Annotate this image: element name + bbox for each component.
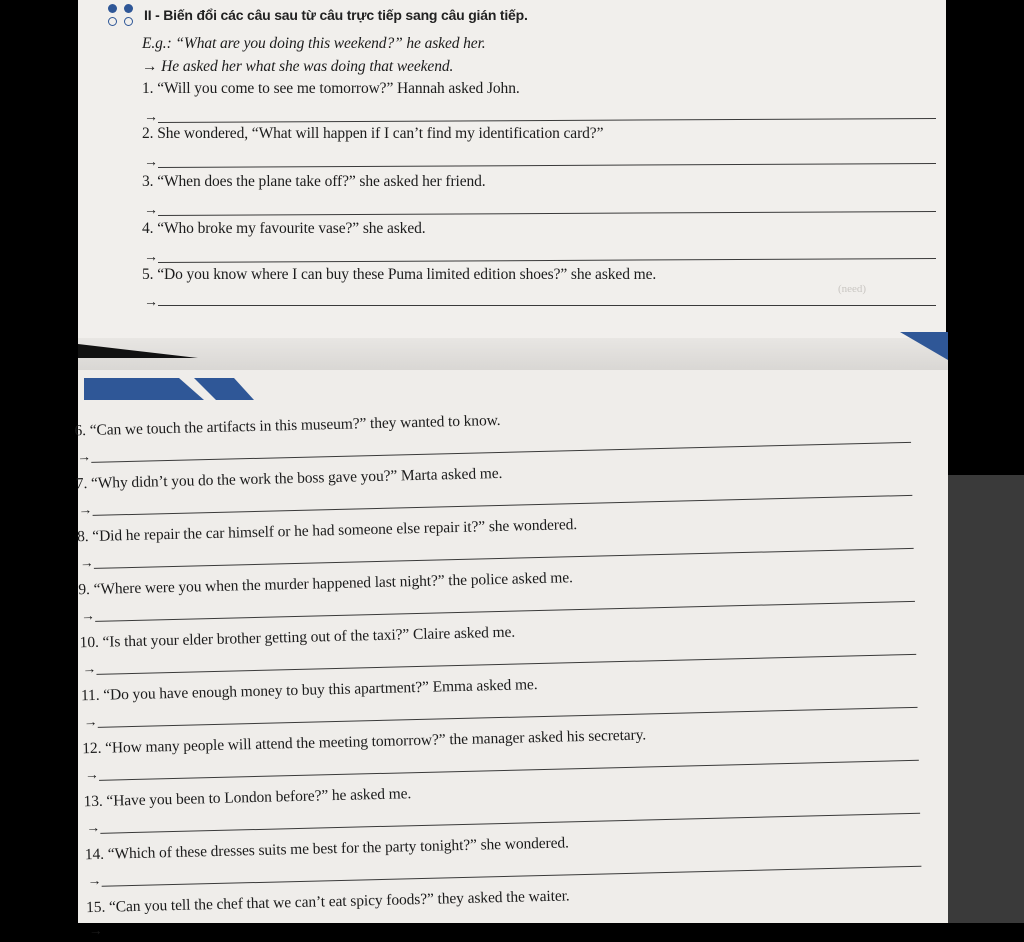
answer-arrow-icon: → [82, 661, 97, 678]
answer-arrow-icon: → [83, 714, 98, 731]
example-prompt: E.g.: “What are you doing this weekend?” he asked her. [142, 35, 486, 52]
exercise-item-15: 15. “Can you tell the chef that we can’t eat spicy foods?” they asked the waiter. [85, 887, 570, 917]
exercise-item-4: 4. “Who broke my favourite vase?” she asked. [142, 220, 426, 237]
answer-arrow-icon: → [144, 295, 158, 310]
exercise-item-8: 8. “Did he repair the car himself or he had someone else repair it?” she wondered. [76, 516, 578, 546]
exercise-item-7: 7. “Why didn’t you do the work the boss gave you?” Marta asked me. [75, 464, 503, 493]
exercise-item-1: 1. “Will you come to see me tomorrow?” Hannah asked John. [142, 80, 520, 97]
answer-line-14[interactable] [102, 866, 922, 887]
answer-arrow-icon: → [144, 250, 158, 265]
answer-line-9[interactable] [95, 601, 915, 622]
exercise-item-9: 9. “Where were you when the murder happened last night?” the police asked me. [78, 569, 574, 599]
exercise-item-2: 2. She wondered, “What will happen if I can’t find my identification card?” [142, 125, 604, 142]
exercise-item-6: 6. “Can we touch the artifacts in this museum?” they wanted to know. [74, 411, 501, 440]
answer-arrow-icon: → [86, 820, 101, 837]
answer-arrow-icon: → [144, 155, 158, 170]
answer-line-6[interactable] [91, 442, 911, 463]
faded-bleed-text: (need) [838, 283, 867, 295]
exercise-item-5: 5. “Do you know where I can buy these Puma limited edition shoes?” she asked me. [142, 266, 657, 283]
exercise-item-10: 10. “Is that your elder brother getting out of the taxi?” Claire asked me. [79, 623, 516, 652]
answer-line-10[interactable] [96, 654, 916, 675]
exercise-item-12: 12. “How many people will attend the meeting tomorrow?” the manager asked his secretary. [82, 726, 647, 758]
exercise-item-13: 13. “Have you been to London before?” he asked me. [83, 785, 412, 811]
answer-arrow-icon: → [144, 203, 158, 218]
exercise-item-11: 11. “Do you have enough money to buy this apartment?” Emma asked me. [80, 676, 538, 705]
answer-line-7[interactable] [93, 495, 913, 516]
answer-line-13[interactable] [100, 813, 920, 834]
exercise-item-14: 14. “Which of these dresses suits me best for the party tonight?” she wondered. [84, 834, 570, 864]
answer-arrow-icon: → [76, 449, 92, 466]
answer-arrow-icon: → [84, 767, 100, 784]
answer-arrow-icon: → [88, 923, 103, 940]
answer-arrow-icon: → [80, 608, 96, 625]
example-answer: → He asked her what she was doing that weekend. [142, 58, 454, 75]
answer-arrow-icon: → [87, 873, 102, 890]
exercise-item-3: 3. “When does the plane take off?” she asked her friend. [142, 173, 486, 190]
answer-line-12[interactable] [99, 760, 919, 781]
answer-arrow-icon: → [78, 502, 93, 519]
section-title: II - Biến đổi các câu sau từ câu trực tiếp sang câu gián tiếp. [144, 7, 528, 23]
answer-arrow-icon: → [79, 555, 94, 572]
answer-line-11[interactable] [98, 707, 918, 728]
answer-line-8[interactable] [94, 548, 914, 569]
answer-arrow-icon: → [144, 110, 158, 125]
